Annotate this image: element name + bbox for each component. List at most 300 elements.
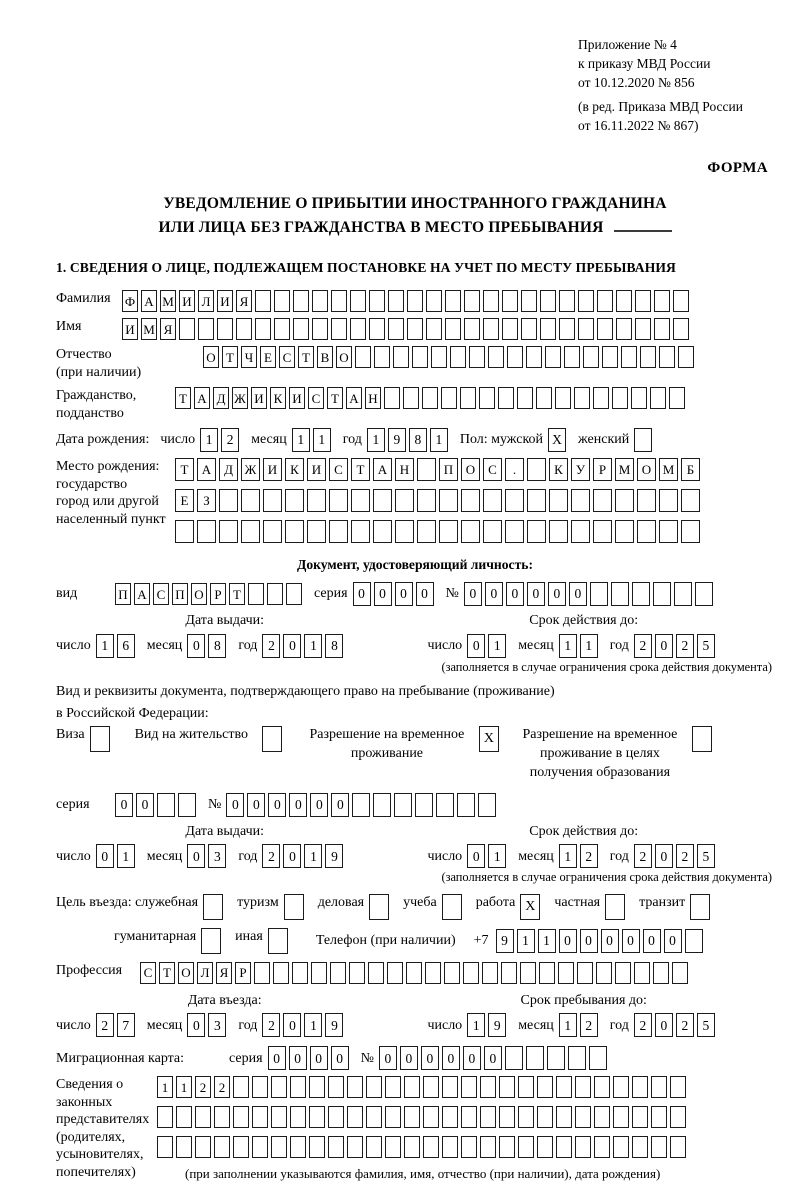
char-cell[interactable]: А	[346, 387, 362, 409]
char-cell[interactable]	[331, 318, 347, 340]
char-cell[interactable]: 1	[488, 844, 506, 868]
char-cell[interactable]	[568, 1046, 586, 1070]
char-cell[interactable]	[502, 290, 518, 312]
char-cell[interactable]: 9	[325, 1013, 343, 1037]
char-cell[interactable]: 3	[208, 1013, 226, 1037]
char-cell[interactable]: П	[172, 583, 188, 605]
char-cell[interactable]	[274, 318, 290, 340]
char-cell[interactable]	[498, 387, 514, 409]
char-cell[interactable]	[635, 290, 651, 312]
char-cell[interactable]	[417, 458, 436, 481]
char-cell[interactable]: 0	[310, 793, 328, 817]
char-cell[interactable]	[248, 583, 264, 605]
char-cell[interactable]: 9	[488, 1013, 506, 1037]
char-cell[interactable]	[611, 582, 629, 606]
char-cell[interactable]: О	[461, 458, 480, 481]
char-cell[interactable]	[537, 1136, 553, 1158]
char-cell[interactable]	[271, 1136, 287, 1158]
char-cell[interactable]	[556, 1076, 572, 1098]
char-cell[interactable]	[175, 520, 194, 543]
char-cell[interactable]: Л	[197, 962, 213, 984]
char-cell[interactable]	[394, 793, 412, 817]
char-cell[interactable]: 1	[488, 634, 506, 658]
char-cell[interactable]	[442, 1076, 458, 1098]
char-cell[interactable]: О	[191, 583, 207, 605]
char-cell[interactable]	[555, 387, 571, 409]
char-cell[interactable]	[369, 894, 389, 920]
char-cell[interactable]	[214, 1106, 230, 1128]
char-cell[interactable]: 0	[268, 1046, 286, 1070]
char-cell[interactable]	[285, 520, 304, 543]
char-cell[interactable]	[385, 1136, 401, 1158]
char-cell[interactable]	[309, 1136, 325, 1158]
char-cell[interactable]: 1	[467, 1013, 485, 1037]
char-cell[interactable]: И	[263, 458, 282, 481]
char-cell[interactable]	[578, 290, 594, 312]
char-cell[interactable]	[368, 962, 384, 984]
char-cell[interactable]	[404, 1106, 420, 1128]
char-cell[interactable]	[635, 318, 651, 340]
char-cell[interactable]: П	[115, 583, 131, 605]
char-cell[interactable]	[197, 520, 216, 543]
char-cell[interactable]	[385, 1106, 401, 1128]
char-cell[interactable]	[195, 1136, 211, 1158]
char-cell[interactable]	[307, 489, 326, 512]
char-cell[interactable]	[329, 489, 348, 512]
char-cell[interactable]	[499, 1106, 515, 1128]
char-cell[interactable]: 1	[559, 634, 577, 658]
char-cell[interactable]	[615, 520, 634, 543]
char-cell[interactable]: 1	[538, 929, 556, 953]
char-cell[interactable]: О	[203, 346, 219, 368]
char-cell[interactable]	[369, 290, 385, 312]
char-cell[interactable]: 1	[559, 844, 577, 868]
char-cell[interactable]: М	[615, 458, 634, 481]
char-cell[interactable]: 0	[559, 929, 577, 953]
char-cell[interactable]: 1	[559, 1013, 577, 1037]
char-cell[interactable]: А	[141, 290, 157, 312]
char-cell[interactable]	[558, 962, 574, 984]
char-cell[interactable]: 0	[289, 1046, 307, 1070]
char-cell[interactable]	[312, 318, 328, 340]
char-cell[interactable]	[355, 346, 371, 368]
char-cell[interactable]	[483, 290, 499, 312]
char-cell[interactable]: 5	[697, 1013, 715, 1037]
char-cell[interactable]	[654, 318, 670, 340]
char-cell[interactable]	[605, 894, 625, 920]
char-cell[interactable]: С	[153, 583, 169, 605]
char-cell[interactable]: У	[571, 458, 590, 481]
char-cell[interactable]	[233, 1136, 249, 1158]
char-cell[interactable]	[695, 582, 713, 606]
char-cell[interactable]: 1	[304, 634, 322, 658]
char-cell[interactable]: Ч	[241, 346, 257, 368]
char-cell[interactable]	[252, 1136, 268, 1158]
char-cell[interactable]	[670, 1076, 686, 1098]
char-cell[interactable]	[673, 290, 689, 312]
char-cell[interactable]: 1	[292, 428, 310, 452]
char-cell[interactable]	[616, 318, 632, 340]
char-cell[interactable]: 0	[289, 793, 307, 817]
char-cell[interactable]: Д	[219, 458, 238, 481]
char-cell[interactable]	[521, 318, 537, 340]
char-cell[interactable]	[436, 793, 454, 817]
char-cell[interactable]: 0	[467, 634, 485, 658]
char-cell[interactable]: 1	[517, 929, 535, 953]
char-cell[interactable]	[415, 793, 433, 817]
char-cell[interactable]: К	[549, 458, 568, 481]
char-cell[interactable]: И	[122, 318, 138, 340]
char-cell[interactable]	[480, 1106, 496, 1128]
char-cell[interactable]	[536, 387, 552, 409]
char-cell[interactable]	[549, 520, 568, 543]
char-cell[interactable]: С	[279, 346, 295, 368]
char-cell[interactable]	[461, 520, 480, 543]
char-cell[interactable]: Т	[229, 583, 245, 605]
char-cell[interactable]: 1	[157, 1076, 173, 1098]
char-cell[interactable]	[653, 582, 671, 606]
char-cell[interactable]	[157, 793, 175, 817]
char-cell[interactable]: 0	[569, 582, 587, 606]
char-cell[interactable]: 2	[634, 634, 652, 658]
char-cell[interactable]	[505, 520, 524, 543]
char-cell[interactable]	[388, 318, 404, 340]
char-cell[interactable]	[574, 387, 590, 409]
char-cell[interactable]: 2	[676, 844, 694, 868]
char-cell[interactable]	[373, 489, 392, 512]
char-cell[interactable]: Е	[260, 346, 276, 368]
char-cell[interactable]	[547, 1046, 565, 1070]
char-cell[interactable]	[564, 346, 580, 368]
char-cell[interactable]: С	[308, 387, 324, 409]
char-cell[interactable]	[483, 318, 499, 340]
char-cell[interactable]: 9	[496, 929, 514, 953]
char-cell[interactable]	[613, 1076, 629, 1098]
char-cell[interactable]	[637, 520, 656, 543]
char-cell[interactable]	[290, 1106, 306, 1128]
char-cell[interactable]	[520, 962, 536, 984]
char-cell[interactable]	[369, 318, 385, 340]
char-cell[interactable]	[328, 1076, 344, 1098]
char-cell[interactable]	[578, 318, 594, 340]
char-cell[interactable]	[632, 1076, 648, 1098]
char-cell[interactable]	[285, 489, 304, 512]
char-cell[interactable]	[559, 318, 575, 340]
char-cell[interactable]	[262, 726, 282, 752]
char-cell[interactable]: 5	[697, 844, 715, 868]
char-cell[interactable]	[328, 1136, 344, 1158]
char-cell[interactable]	[672, 962, 688, 984]
char-cell[interactable]	[406, 962, 422, 984]
char-cell[interactable]	[502, 318, 518, 340]
char-cell[interactable]	[505, 489, 524, 512]
char-cell[interactable]: 0	[580, 929, 598, 953]
char-cell[interactable]: 1	[96, 634, 114, 658]
char-cell[interactable]	[442, 894, 462, 920]
char-cell[interactable]: 0	[187, 844, 205, 868]
char-cell[interactable]: 8	[325, 634, 343, 658]
char-cell[interactable]: Т	[222, 346, 238, 368]
char-cell[interactable]	[271, 1106, 287, 1128]
char-cell[interactable]	[457, 793, 475, 817]
char-cell[interactable]	[347, 1106, 363, 1128]
char-cell[interactable]	[425, 962, 441, 984]
char-cell[interactable]: 0	[655, 1013, 673, 1037]
char-cell[interactable]	[597, 318, 613, 340]
char-cell[interactable]: 1	[117, 844, 135, 868]
char-cell[interactable]	[673, 318, 689, 340]
char-cell[interactable]: 1	[304, 1013, 322, 1037]
char-cell[interactable]	[439, 489, 458, 512]
char-cell[interactable]: 0	[115, 793, 133, 817]
char-cell[interactable]	[214, 1136, 230, 1158]
char-cell[interactable]: 2	[676, 634, 694, 658]
char-cell[interactable]	[659, 520, 678, 543]
char-cell[interactable]: 0	[283, 844, 301, 868]
char-cell[interactable]	[388, 290, 404, 312]
char-cell[interactable]	[268, 928, 288, 954]
char-cell[interactable]	[403, 387, 419, 409]
char-cell[interactable]	[499, 1076, 515, 1098]
char-cell[interactable]	[575, 1136, 591, 1158]
char-cell[interactable]	[621, 346, 637, 368]
char-cell[interactable]	[201, 928, 221, 954]
char-cell[interactable]	[347, 1076, 363, 1098]
char-cell[interactable]: X	[520, 894, 540, 920]
char-cell[interactable]	[463, 962, 479, 984]
char-cell[interactable]: 2	[262, 844, 280, 868]
char-cell[interactable]	[241, 489, 260, 512]
char-cell[interactable]	[395, 489, 414, 512]
char-cell[interactable]: 0	[464, 582, 482, 606]
char-cell[interactable]	[330, 962, 346, 984]
char-cell[interactable]	[233, 1076, 249, 1098]
char-cell[interactable]: С	[483, 458, 502, 481]
char-cell[interactable]	[417, 520, 436, 543]
char-cell[interactable]	[594, 1106, 610, 1128]
char-cell[interactable]	[267, 583, 283, 605]
char-cell[interactable]	[632, 1136, 648, 1158]
char-cell[interactable]	[480, 1136, 496, 1158]
char-cell[interactable]: 0	[331, 793, 349, 817]
char-cell[interactable]: 0	[353, 582, 371, 606]
char-cell[interactable]	[442, 1136, 458, 1158]
char-cell[interactable]	[593, 387, 609, 409]
char-cell[interactable]: 1	[430, 428, 448, 452]
char-cell[interactable]	[461, 1076, 477, 1098]
char-cell[interactable]	[640, 346, 656, 368]
char-cell[interactable]	[307, 520, 326, 543]
char-cell[interactable]: 0	[622, 929, 640, 953]
char-cell[interactable]	[328, 1106, 344, 1128]
char-cell[interactable]	[461, 1136, 477, 1158]
char-cell[interactable]	[659, 346, 675, 368]
char-cell[interactable]	[590, 582, 608, 606]
char-cell[interactable]	[678, 346, 694, 368]
char-cell[interactable]	[521, 290, 537, 312]
char-cell[interactable]: X	[548, 428, 566, 452]
char-cell[interactable]	[634, 428, 652, 452]
char-cell[interactable]	[157, 1136, 173, 1158]
char-cell[interactable]: 2	[634, 1013, 652, 1037]
char-cell[interactable]	[571, 520, 590, 543]
char-cell[interactable]	[575, 1076, 591, 1098]
char-cell[interactable]: 9	[325, 844, 343, 868]
char-cell[interactable]	[417, 489, 436, 512]
char-cell[interactable]	[674, 582, 692, 606]
char-cell[interactable]: 2	[580, 1013, 598, 1037]
char-cell[interactable]	[157, 1106, 173, 1128]
char-cell[interactable]: М	[160, 290, 176, 312]
char-cell[interactable]	[252, 1106, 268, 1128]
char-cell[interactable]	[350, 290, 366, 312]
char-cell[interactable]	[254, 962, 270, 984]
char-cell[interactable]	[241, 520, 260, 543]
char-cell[interactable]: 0	[506, 582, 524, 606]
char-cell[interactable]	[654, 290, 670, 312]
char-cell[interactable]	[690, 894, 710, 920]
char-cell[interactable]: 2	[262, 1013, 280, 1037]
char-cell[interactable]: А	[197, 458, 216, 481]
char-cell[interactable]	[255, 290, 271, 312]
char-cell[interactable]	[464, 290, 480, 312]
char-cell[interactable]	[90, 726, 110, 752]
char-cell[interactable]: О	[336, 346, 352, 368]
char-cell[interactable]: 2	[195, 1076, 211, 1098]
char-cell[interactable]	[179, 318, 195, 340]
char-cell[interactable]	[483, 520, 502, 543]
char-cell[interactable]	[545, 346, 561, 368]
char-cell[interactable]: Б	[681, 458, 700, 481]
char-cell[interactable]	[219, 489, 238, 512]
char-cell[interactable]	[274, 290, 290, 312]
char-cell[interactable]	[632, 582, 650, 606]
char-cell[interactable]: 8	[208, 634, 226, 658]
char-cell[interactable]: 0	[467, 844, 485, 868]
char-cell[interactable]	[309, 1076, 325, 1098]
char-cell[interactable]: Н	[365, 387, 381, 409]
char-cell[interactable]	[374, 346, 390, 368]
char-cell[interactable]	[537, 1076, 553, 1098]
char-cell[interactable]: 0	[655, 634, 673, 658]
char-cell[interactable]	[539, 962, 555, 984]
char-cell[interactable]	[450, 346, 466, 368]
char-cell[interactable]	[501, 962, 517, 984]
char-cell[interactable]	[331, 290, 347, 312]
char-cell[interactable]	[273, 962, 289, 984]
char-cell[interactable]	[349, 962, 365, 984]
char-cell[interactable]: 0	[310, 1046, 328, 1070]
char-cell[interactable]: В	[317, 346, 333, 368]
char-cell[interactable]	[650, 387, 666, 409]
char-cell[interactable]: Р	[210, 583, 226, 605]
char-cell[interactable]: И	[307, 458, 326, 481]
char-cell[interactable]	[577, 962, 593, 984]
char-cell[interactable]	[385, 1076, 401, 1098]
char-cell[interactable]	[233, 1106, 249, 1128]
char-cell[interactable]: К	[270, 387, 286, 409]
char-cell[interactable]: А	[373, 458, 392, 481]
char-cell[interactable]	[290, 1076, 306, 1098]
char-cell[interactable]	[518, 1136, 534, 1158]
char-cell[interactable]: И	[179, 290, 195, 312]
char-cell[interactable]	[407, 318, 423, 340]
char-cell[interactable]	[469, 346, 485, 368]
char-cell[interactable]	[195, 1106, 211, 1128]
char-cell[interactable]: 0	[379, 1046, 397, 1070]
char-cell[interactable]	[198, 318, 214, 340]
char-cell[interactable]	[540, 290, 556, 312]
char-cell[interactable]	[549, 489, 568, 512]
char-cell[interactable]	[236, 318, 252, 340]
char-cell[interactable]: 9	[388, 428, 406, 452]
char-cell[interactable]: 2	[262, 634, 280, 658]
char-cell[interactable]	[594, 1136, 610, 1158]
char-cell[interactable]	[404, 1076, 420, 1098]
char-cell[interactable]	[284, 894, 304, 920]
char-cell[interactable]	[589, 1046, 607, 1070]
char-cell[interactable]	[651, 1136, 667, 1158]
char-cell[interactable]	[518, 1106, 534, 1128]
char-cell[interactable]: 3	[208, 844, 226, 868]
char-cell[interactable]: 0	[96, 844, 114, 868]
char-cell[interactable]: 1	[580, 634, 598, 658]
char-cell[interactable]: Е	[175, 489, 194, 512]
char-cell[interactable]	[263, 520, 282, 543]
char-cell[interactable]	[478, 793, 496, 817]
char-cell[interactable]: О	[637, 458, 656, 481]
char-cell[interactable]	[612, 387, 628, 409]
char-cell[interactable]: М	[659, 458, 678, 481]
char-cell[interactable]	[540, 318, 556, 340]
char-cell[interactable]: 0	[416, 582, 434, 606]
char-cell[interactable]: 8	[409, 428, 427, 452]
char-cell[interactable]	[613, 1136, 629, 1158]
char-cell[interactable]	[412, 346, 428, 368]
char-cell[interactable]	[670, 1136, 686, 1158]
char-cell[interactable]: Я	[216, 962, 232, 984]
char-cell[interactable]	[442, 1106, 458, 1128]
char-cell[interactable]	[637, 489, 656, 512]
char-cell[interactable]	[309, 1106, 325, 1128]
char-cell[interactable]: Л	[198, 290, 214, 312]
char-cell[interactable]	[439, 520, 458, 543]
char-cell[interactable]: 2	[96, 1013, 114, 1037]
char-cell[interactable]	[460, 387, 476, 409]
char-cell[interactable]: О	[178, 962, 194, 984]
char-cell[interactable]	[527, 520, 546, 543]
char-cell[interactable]: 0	[136, 793, 154, 817]
char-cell[interactable]	[613, 1106, 629, 1128]
char-cell[interactable]	[351, 489, 370, 512]
char-cell[interactable]: 0	[664, 929, 682, 953]
char-cell[interactable]	[426, 318, 442, 340]
char-cell[interactable]	[423, 1076, 439, 1098]
char-cell[interactable]: 2	[634, 844, 652, 868]
char-cell[interactable]	[594, 1076, 610, 1098]
char-cell[interactable]	[252, 1076, 268, 1098]
char-cell[interactable]	[393, 346, 409, 368]
char-cell[interactable]	[669, 387, 685, 409]
char-cell[interactable]	[176, 1136, 192, 1158]
char-cell[interactable]	[480, 1076, 496, 1098]
char-cell[interactable]: 0	[283, 1013, 301, 1037]
char-cell[interactable]	[384, 387, 400, 409]
char-cell[interactable]: 0	[247, 793, 265, 817]
char-cell[interactable]: Т	[159, 962, 175, 984]
char-cell[interactable]	[507, 346, 523, 368]
char-cell[interactable]: Д	[213, 387, 229, 409]
